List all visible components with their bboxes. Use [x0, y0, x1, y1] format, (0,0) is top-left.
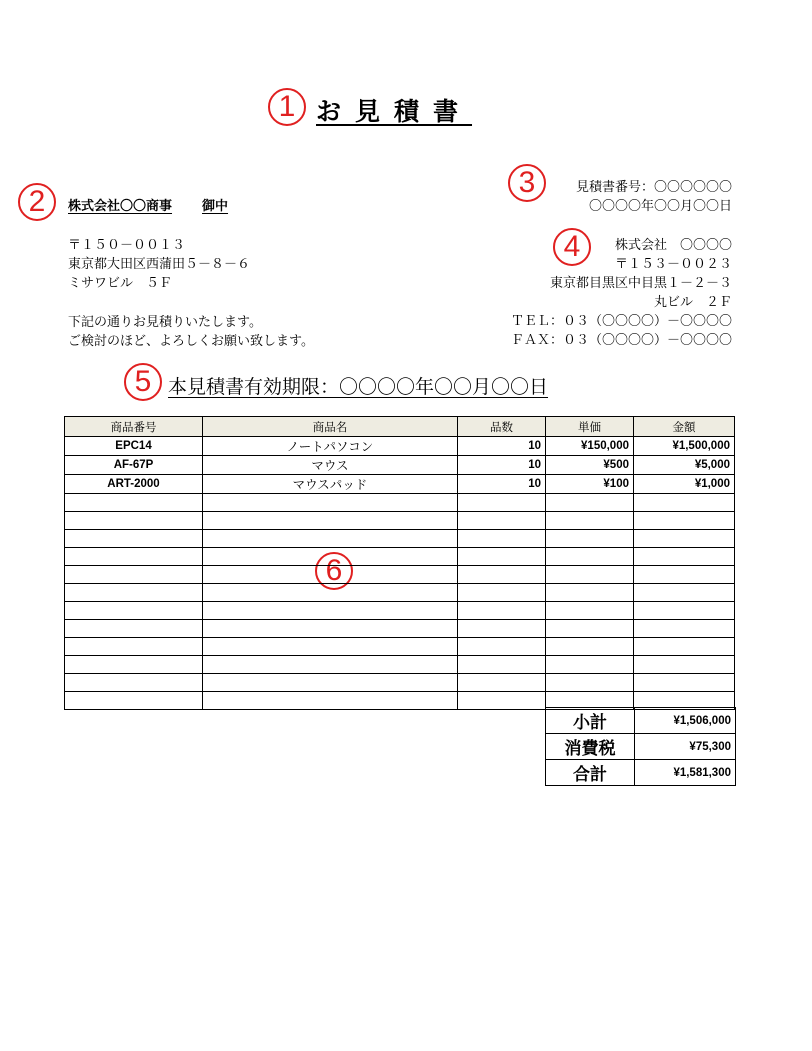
items-table [64, 416, 735, 710]
table-row [65, 566, 735, 584]
cell-code: AF-67P [65, 456, 203, 475]
cell-amount [634, 548, 735, 566]
cell-name: マウスパッド [203, 475, 458, 494]
cell-name [203, 584, 458, 602]
estimate-number: 見積書番号：〇〇〇〇〇〇 [575, 180, 732, 195]
cell-name [203, 530, 458, 548]
cell-amount [634, 620, 735, 638]
cell-qty [458, 656, 546, 674]
cell-name [203, 566, 458, 584]
table-row [65, 437, 735, 456]
cell-unit-price [546, 620, 634, 638]
client-honorific: 御中 [202, 199, 229, 214]
cell-qty [458, 620, 546, 638]
cell-code [65, 656, 203, 674]
cell-unit-price: ¥100 [546, 475, 634, 494]
table-header-row [65, 417, 735, 437]
tax-label: 消費税 [546, 734, 635, 760]
table-row [65, 584, 735, 602]
table-row [65, 456, 735, 475]
cell-name [203, 602, 458, 620]
marker-4: 4 [553, 228, 591, 266]
cell-qty [458, 494, 546, 512]
cell-code [65, 494, 203, 512]
validity-date: 本見積書有効期限：〇〇〇〇年〇〇月〇〇日 [168, 376, 549, 398]
cell-code [65, 512, 203, 530]
totals-table [545, 707, 736, 786]
cell-unit-price [546, 494, 634, 512]
table-row [65, 475, 735, 494]
cell-unit-price [546, 548, 634, 566]
tax-value: ¥75,300 [635, 734, 736, 760]
marker-3: 3 [508, 164, 546, 202]
subtotal-row [546, 708, 736, 734]
table-row [65, 620, 735, 638]
marker-2: 2 [18, 183, 56, 221]
cell-unit-price [546, 566, 634, 584]
cell-code [65, 602, 203, 620]
cell-amount [634, 656, 735, 674]
cell-name [203, 692, 458, 710]
cell-amount [634, 512, 735, 530]
total-value: ¥1,581,300 [635, 760, 736, 786]
document-title: お見積書 [316, 97, 473, 126]
table-row [65, 512, 735, 530]
cell-qty [458, 674, 546, 692]
issuer-block [511, 236, 732, 350]
cell-qty [458, 692, 546, 710]
cell-code [65, 584, 203, 602]
cell-unit-price [546, 602, 634, 620]
cell-name [203, 674, 458, 692]
cell-qty [458, 584, 546, 602]
marker-5: 5 [124, 363, 162, 401]
cell-qty [458, 530, 546, 548]
issuer-address1: 東京都目黒区中目黒１－２－３ [549, 276, 732, 291]
cell-name [203, 512, 458, 530]
tax-row [546, 734, 736, 760]
cell-qty: 10 [458, 437, 546, 456]
cell-name [203, 548, 458, 566]
cell-code [65, 692, 203, 710]
cell-amount [634, 674, 735, 692]
cell-code [65, 530, 203, 548]
cell-code [65, 548, 203, 566]
cell-amount: ¥1,500,000 [634, 437, 735, 456]
cell-unit-price [546, 584, 634, 602]
subtotal-label: 小計 [546, 708, 635, 734]
cell-amount [634, 494, 735, 512]
table-row [65, 494, 735, 512]
client-name: 株式会社〇〇商事 [68, 199, 173, 214]
estimate-date: 〇〇〇〇年〇〇月〇〇日 [588, 199, 732, 214]
cell-qty [458, 512, 546, 530]
table-body [65, 437, 735, 710]
client-postal: 〒１５０－００１３ [68, 238, 186, 253]
cell-code: ART-2000 [65, 475, 203, 494]
table-row [65, 530, 735, 548]
issuer-company: 株式会社 〇〇〇〇 [614, 238, 732, 253]
cell-unit-price [546, 674, 634, 692]
issuer-address2: 丸ビル ２Ｆ [653, 295, 732, 310]
cell-amount [634, 584, 735, 602]
subtotal-value: ¥1,506,000 [635, 708, 736, 734]
table-row [65, 548, 735, 566]
cell-qty [458, 566, 546, 584]
cell-amount [634, 530, 735, 548]
cell-qty: 10 [458, 475, 546, 494]
cell-amount [634, 566, 735, 584]
col-header-amount: 金額 [634, 417, 735, 437]
cell-unit-price: ¥500 [546, 456, 634, 475]
intro-line2: ご検討のほど、よろしくお願い致します。 [68, 334, 314, 349]
col-header-unit-price: 単価 [546, 417, 634, 437]
cell-unit-price: ¥150,000 [546, 437, 634, 456]
cell-code [65, 638, 203, 656]
estimate-meta [576, 178, 732, 216]
cell-amount [634, 602, 735, 620]
col-header-code: 商品番号 [65, 417, 203, 437]
cell-code [65, 620, 203, 638]
cell-qty: 10 [458, 456, 546, 475]
cell-qty [458, 548, 546, 566]
cell-unit-price [546, 512, 634, 530]
total-label: 合計 [546, 760, 635, 786]
cell-qty [458, 638, 546, 656]
cell-qty [458, 602, 546, 620]
col-header-name: 商品名 [203, 417, 458, 437]
issuer-tel: ＴＥＬ：０３（〇〇〇〇）－〇〇〇〇 [510, 314, 732, 329]
cell-name [203, 638, 458, 656]
marker-6: 6 [315, 552, 353, 590]
table-row [65, 638, 735, 656]
cell-code [65, 566, 203, 584]
cell-code [65, 674, 203, 692]
cell-amount: ¥1,000 [634, 475, 735, 494]
client-address-line2: ミサワビル ５Ｆ [68, 276, 173, 291]
issuer-fax: ＦＡＸ：０３（〇〇〇〇）－〇〇〇〇 [510, 333, 732, 348]
col-header-qty: 品数 [458, 417, 546, 437]
intro-text [68, 313, 314, 351]
total-row [546, 760, 736, 786]
cell-name [203, 494, 458, 512]
table-row [65, 656, 735, 674]
cell-name: マウス [203, 456, 458, 475]
cell-amount: ¥5,000 [634, 456, 735, 475]
client-block [68, 195, 228, 214]
cell-name [203, 656, 458, 674]
table-row [65, 602, 735, 620]
cell-amount [634, 638, 735, 656]
table-row [65, 674, 735, 692]
cell-unit-price [546, 656, 634, 674]
cell-name [203, 620, 458, 638]
cell-unit-price [546, 638, 634, 656]
marker-1: 1 [268, 88, 306, 126]
cell-code: EPC14 [65, 437, 203, 456]
client-address-line1: 東京都大田区西蒲田５－８－６ [68, 257, 251, 272]
intro-line1: 下記の通りお見積りいたします。 [68, 315, 262, 330]
client-address [68, 236, 250, 293]
cell-unit-price [546, 530, 634, 548]
cell-name: ノートパソコン [203, 437, 458, 456]
issuer-postal: 〒１５３－００２３ [614, 257, 732, 272]
